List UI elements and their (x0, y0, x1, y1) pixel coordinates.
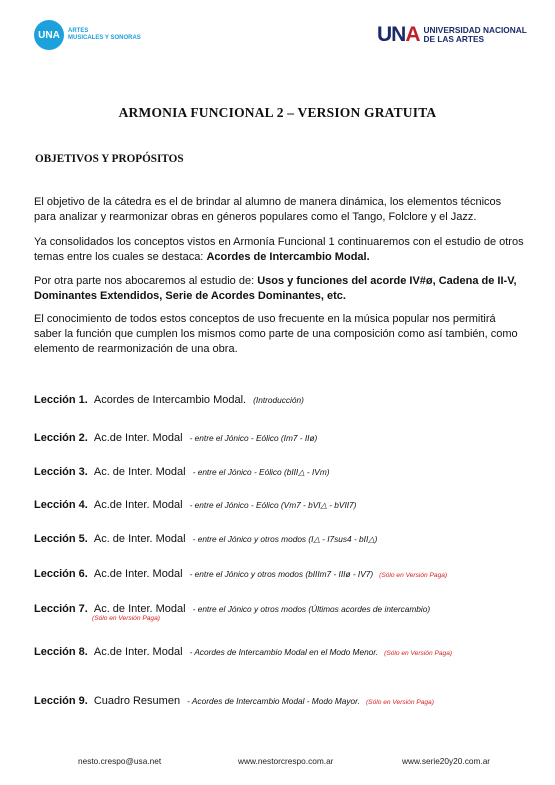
paid-version-note: (Sólo en Versión Paga) (379, 572, 448, 579)
lesson-6: Lección 6. Ac.de Inter. Modal - entre el Jónico y otros modos (bIIIm7 - IIIø - IV7) (Sólo en Versión Paga) (34, 568, 448, 580)
lesson-3: Lección 3. Ac. de Inter. Modal - entre el Jónico - Eólico (bIII△ - IVm) (34, 466, 330, 478)
footer-email: nesto.crespo@usa.net (78, 756, 162, 766)
lesson-4: Lección 4. Ac.de Inter. Modal - entre el Jónico - Eólico (Vm7 - bVI△ - bVII7) (34, 499, 357, 511)
universidad-nacional-logo (377, 25, 527, 45)
page-title: ARMONIA FUNCIONAL 2 – VERSION GRATUITA (118, 105, 437, 120)
paragraph-4: El conocimiento de todos estos conceptos de uso frecuente en la música popular nos permitirá saber la función que cumplen los mismos como parte de una composición como así también, como elemento de rearmonización de una obra. (34, 313, 518, 355)
una-logo-mark: UNA (34, 20, 64, 50)
paragraph-1: El objetivo de la cátedra es el de brindar al alumno de manera dinámica, los elementos técnicos para analizar y rearmonizar obras en géneros populares como el Tango, Folclore y el Jazz. (34, 196, 502, 223)
una-wordmark: UNA (377, 23, 420, 46)
lesson-2: Lección 2. Ac.de Inter. Modal - entre el Jónico - Eólico (Im7 - IIø) (34, 432, 318, 444)
paragraph-3: Por otra parte nos abocaremos al estudio de: Usos y funciones del acorde IV#ø, Cadena de II-V, Dominantes Extendidos, Serie de Acordes Dominantes, etc. (34, 275, 517, 302)
paragraph-2: Ya consolidados los conceptos vistos en Armonía Funcional 1 continuaremos con el estudio de otros temas entre los cuales se destaca: Acordes de Intercambio Modal. (34, 236, 524, 263)
una-artes-musicales-logo (34, 20, 141, 50)
lesson-9: Lección 9. Cuadro Resumen - Acordes de Intercambio Modal - Modo Mayor. (Sólo en Versión Paga) (34, 695, 434, 707)
lesson-5: Lección 5. Ac. de Inter. Modal - entre el Jónico y otros modos (I△ - I7sus4 - bII△) (34, 533, 378, 545)
lesson-1: Lección 1. Acordes de Intercambio Modal. (Introducción) (34, 394, 304, 406)
section-heading: OBJETIVOS Y PROPÓSITOS (35, 153, 184, 165)
lesson-7: Lección 7. Ac. de Inter. Modal - entre el Jónico y otros modos (Últimos acordes de intercambio) (34, 603, 431, 615)
paid-version-note: (Sólo en Versión Paga) (384, 650, 453, 657)
footer-site-nestorcrespo: www.nestorcrespo.com.ar (238, 756, 334, 766)
paid-version-note: (Sólo en Versión Paga) (92, 615, 160, 622)
university-name: UNIVERSIDAD NACIONAL DE LAS ARTES (423, 25, 527, 44)
paid-version-note: (Sólo en Versión Paga) (365, 699, 434, 706)
una-logo-text: ARTES MUSICALES Y SONORAS (68, 28, 141, 41)
lesson-8: Lección 8. Ac.de Inter. Modal - Acordes de Intercambio Modal en el Modo Menor. (Sólo en Versión Paga) (34, 646, 453, 658)
footer-site-serie20y20: www.serie20y20.com.ar (402, 756, 491, 766)
